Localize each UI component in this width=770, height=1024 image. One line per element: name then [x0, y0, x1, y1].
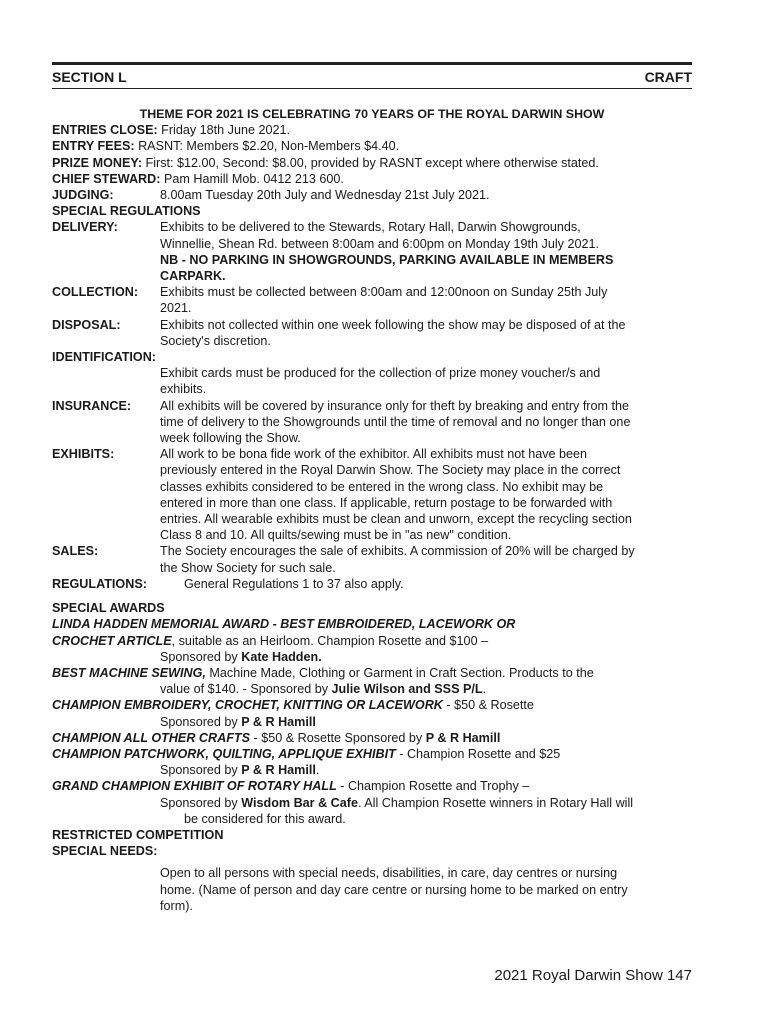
info-entries-close [52, 122, 692, 138]
identification-label: IDENTIFICATION: [52, 350, 157, 365]
parking-notice: NB - NO PARKING IN SHOWGROUNDS, PARKING AVAILABLE IN MEMBERS [160, 252, 614, 267]
section-label: SECTION L [52, 69, 127, 85]
award-title: LINDA HADDEN MEMORIAL AWARD - BEST EMBROIDERED, LACEWORK OR [52, 617, 516, 632]
special-regulations-heading: SPECIAL REGULATIONS [52, 204, 201, 219]
insurance-line: All exhibits will be covered by insurance only for theft by breaking and entry from the [160, 398, 630, 413]
delivery-label: DELIVERY: [52, 220, 118, 235]
award-grand-champion [52, 778, 692, 827]
delivery-line: Exhibits to be delivered to the Stewards, Rotary Hall, Darwin Showgrounds, [160, 220, 581, 235]
sponsor-name: Julie Wilson and SSS P/L [331, 682, 483, 697]
exhibits-row [52, 446, 692, 543]
award-champion-patchwork [52, 746, 692, 778]
exhibits-line: previously entered in the Royal Darwin Show. The Society may place in the correct [160, 463, 621, 478]
parking-notice: CARPARK. [160, 269, 226, 284]
sponsor-prefix: Sponsored by [160, 763, 242, 778]
info-label: PRIZE MONEY: [52, 155, 143, 170]
award-title: BEST MACHINE SEWING, [52, 665, 206, 680]
award-text: . [482, 682, 487, 697]
delivery-line: Winnellie, Shean Rd. between 8:00am and 6:00pm on Monday 19th July 2021. [160, 236, 599, 251]
header-rule [52, 88, 692, 89]
insurance-line: time of delivery to the Showgrounds until the time of removal and no longer than one [160, 414, 631, 429]
special-needs-line: home. (Name of person and day care centre or nursing home to be marked on entry [160, 882, 628, 897]
delivery-row [52, 219, 692, 284]
collection-label: COLLECTION: [52, 285, 139, 300]
identification-line: Exhibit cards must be produced for the collection of prize money voucher/s and [160, 366, 601, 381]
disposal-line: Exhibits not collected within one week following the show may be disposed of at the [160, 317, 626, 332]
collection-row [52, 284, 692, 316]
exhibits-line: entries. All wearable exhibits must be clean and unworn, except the recycling section [160, 512, 632, 527]
exhibits-line: entered in more than one class. If applicable, return postage to be forwarded with [160, 495, 613, 510]
info-entry-fees [52, 138, 692, 154]
document-page [52, 0, 692, 1024]
page-footer: 2021 Royal Darwin Show 147 [494, 967, 692, 984]
award-linda-hadden [52, 616, 692, 665]
special-needs-line: form). [160, 898, 193, 913]
award-title: CHAMPION ALL OTHER CRAFTS [52, 730, 250, 745]
exhibits-label: EXHIBITS: [52, 447, 115, 462]
award-text: - $50 & Rosette [442, 698, 534, 713]
section-title: CRAFT [644, 69, 692, 85]
info-value: Friday 18th June 2021. [161, 123, 290, 138]
award-best-machine-sewing [52, 665, 692, 697]
special-needs-label: SPECIAL NEEDS: [52, 844, 158, 859]
info-chief-steward [52, 171, 692, 187]
theme-heading: THEME FOR 2021 IS CELEBRATING 70 YEARS OF THE ROYAL DARWIN SHOW [139, 107, 605, 121]
award-text: - Champion Rosette and Trophy – [336, 779, 530, 794]
regulations-value: General Regulations 1 to 37 also apply. [184, 576, 404, 591]
award-champion-embroidery [52, 697, 692, 729]
info-value: RASNT: Members $2.20, Non-Members $4.40. [138, 139, 400, 154]
award-title: CROCHET ARTICLE [52, 633, 172, 648]
info-prize-money [52, 155, 692, 171]
award-text: , suitable as an Heirloom. Champion Rosette and $100 – [171, 633, 489, 648]
sponsor-prefix: Sponsored by [160, 795, 242, 810]
collection-line: Exhibits must be collected between 8:00am and 12:00noon on Sunday 25th July [160, 285, 608, 300]
identification-text [160, 365, 692, 397]
sponsor-name: P & R Hamill [241, 763, 316, 778]
exhibits-line: classes exhibits considered to be entered in the wrong class. No exhibit may be [160, 479, 604, 494]
restricted-competition-heading: RESTRICTED COMPETITION [52, 827, 224, 842]
info-value: Pam Hamill Mob. 0412 213 600. [163, 171, 344, 186]
sponsor-name: Wisdom Bar & Cafe [241, 795, 358, 810]
sponsor-prefix: Sponsored by [160, 714, 242, 729]
special-needs-line: Open to all persons with special needs, disabilities, in care, day centres or nursing [160, 866, 618, 881]
special-needs-text [160, 865, 692, 914]
exhibits-line: Class 8 and 10. All quilts/sewing must be in "as new" condition. [160, 528, 512, 543]
section-header [52, 68, 692, 86]
award-text: be considered for this award. [184, 811, 346, 826]
award-text: Machine Made, Clothing or Garment in Craft Section. Products to the [205, 665, 594, 680]
award-title: GRAND CHAMPION EXHIBIT OF ROTARY HALL [52, 779, 337, 794]
sponsor-name: P & R Hamill [241, 714, 316, 729]
award-text: - $50 & Rosette Sponsored by [250, 730, 426, 745]
award-text: . [315, 763, 320, 778]
identification-line: exhibits. [160, 382, 207, 397]
judging-value: 8.00am Tuesday 20th July and Wednesday 21st July 2021. [160, 188, 490, 203]
judging-label: JUDGING: [52, 188, 114, 203]
sales-line: The Society encourages the sale of exhibits. A commission of 20% will be charged by [160, 544, 635, 559]
collection-line: 2021. [160, 301, 192, 316]
insurance-line: week following the Show. [160, 431, 301, 446]
info-label: ENTRIES CLOSE: [52, 123, 158, 138]
info-label: ENTRY FEES: [52, 139, 135, 154]
award-text: - Champion Rosette and $25 [395, 746, 561, 761]
section-content [52, 106, 692, 914]
regulations-row [52, 576, 692, 592]
sponsor-name: P & R Hamill [425, 730, 501, 745]
disposal-row [52, 317, 692, 349]
sales-label: SALES: [52, 544, 99, 559]
award-title: CHAMPION PATCHWORK, QUILTING, APPLIQUE EXHIBIT [52, 746, 396, 761]
insurance-label: INSURANCE: [52, 398, 132, 413]
sales-row [52, 543, 692, 575]
exhibits-line: All work to be bona fide work of the exhibitor. All exhibits must not have been [160, 447, 588, 462]
sponsor-name: Kate Hadden. [241, 649, 322, 664]
info-value: First: $12.00, Second: $8.00, provided by RASNT except where otherwise stated. [145, 155, 599, 170]
judging-row [52, 187, 692, 203]
insurance-row [52, 398, 692, 447]
disposal-line: Society's discretion. [160, 333, 271, 348]
award-text: . All Champion Rosette winners in Rotary Hall will [357, 795, 634, 810]
sponsor-prefix: Sponsored by [160, 649, 242, 664]
top-rule [52, 62, 692, 65]
award-champion-all-other-crafts [52, 730, 692, 746]
award-title: CHAMPION EMBROIDERY, CROCHET, KNITTING OR LACEWORK [52, 698, 443, 713]
info-label: CHIEF STEWARD: [52, 171, 161, 186]
regulations-label: REGULATIONS: [52, 576, 147, 591]
award-text: value of $140. - Sponsored by [160, 682, 332, 697]
sales-line: the Show Society for such sale. [160, 560, 336, 575]
disposal-label: DISPOSAL: [52, 317, 121, 332]
special-awards-heading: SPECIAL AWARDS [52, 601, 165, 616]
